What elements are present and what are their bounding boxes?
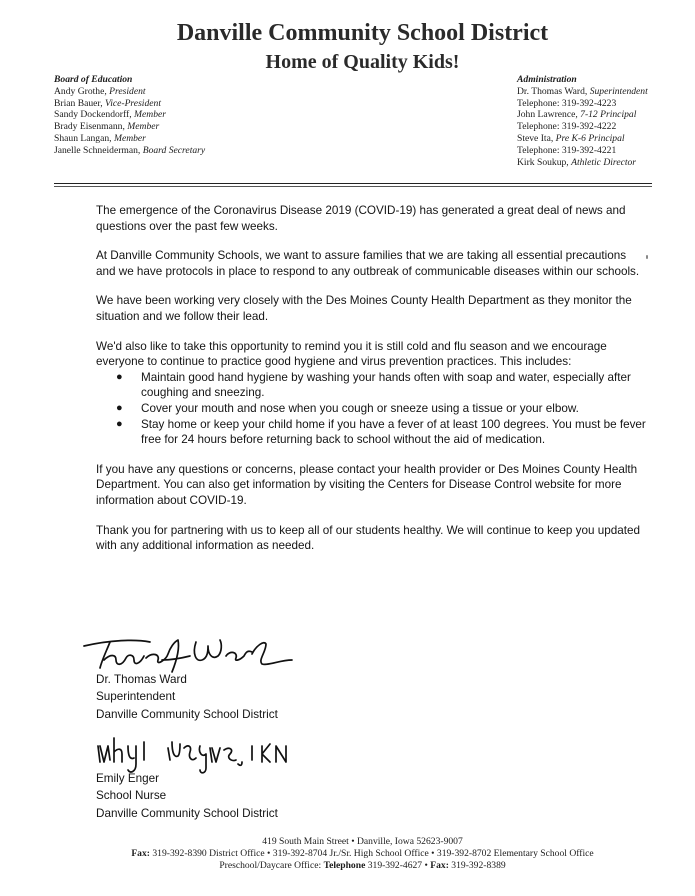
signature-block-nurse [96,770,278,822]
admin-line: Telephone: 319-392-4222 [517,121,617,133]
admin-line: Kirk Soukup, Athletic Director [517,156,637,168]
board-heading: Board of Education [54,74,133,85]
board-of-education [54,74,205,157]
administration [517,74,648,168]
signer-name: Dr. Thomas Ward [96,673,187,686]
footer-address: 419 South Main Street • Danville, Iowa 52623-9007 [262,836,463,847]
paragraph-hygiene: We'd also like to take this opportunity to remind you it is still cold and flu season and we encourage everyone to continue to practice good hygiene and virus prevention practices. This includes: [96,339,607,369]
board-member: Shaun Langan, Member [54,132,146,144]
signer-title: Superintendent [96,690,176,704]
bullet-icon: ● [116,417,123,430]
footer-preschool-line: Preschool/Daycare Office: Telephone 319-392-4627 • Fax: 319-392-8389 [219,860,506,871]
signature-block-superintendent [96,671,278,723]
footer-fax-line: Fax: 319-392-8390 District Office • 319-392-8704 Jr./Sr. High School Office • 319-392-8702 Elementary School Office [131,848,594,859]
letterhead-divider [54,183,652,184]
list-item: ● Cover your mouth and nose when you cough or sneeze using a tissue or your elbow. [116,401,579,415]
letter-body [96,203,646,568]
paragraph-intro: The emergence of the Coronavirus Disease 2019 (COVID-19) has generated a great deal of news and questions over the past few weeks. [96,204,626,233]
paragraph-assurance: At Danville Community Schools, we want to assure families that we are taking all essential precautions and we have protocols in place to respond to any outbreak of communicable diseases within our schools. [96,249,640,278]
hygiene-list [96,370,646,448]
admin-line: Steve Ita, Pre K-6 Principal [517,132,625,144]
paragraph-questions: If you have any questions or concerns, please contact your health provider or Des Moines County Health Department. You can also get information by visiting the Centers for Disease Control website for more information about COVID-19. [96,462,638,507]
paragraph-thanks: Thank you for partnering with us to keep all of our students healthy. We will continue to keep you updated with any additional information as needed. [96,523,641,553]
board-member: Brian Bauer, Vice-President [54,97,161,109]
board-member: Janelle Schneiderman, Board Secretary [54,144,206,156]
board-member: Andy Grothe, President [54,85,146,97]
admin-line: John Lawrence, 7-12 Principal [517,109,637,121]
district-slogan: Home of Quality Kids! [265,51,460,73]
signer-name: Emily Enger [96,772,160,785]
signer-organization: Danville Community School District [96,707,278,721]
bullet-icon: ● [116,401,123,414]
board-member: Sandy Dockendorff, Member [54,109,166,121]
paragraph-health-department: We have been working very closely with the Des Moines County Health Department as they monitor the situation and we follow their lead. [96,294,632,323]
admin-line: Dr. Thomas Ward, Superintendent [517,85,648,97]
signer-title: School Nurse [96,789,167,803]
superintendent-signature [80,630,295,675]
bullet-icon: ● [116,370,123,383]
letterhead-divider-thin [54,186,652,187]
list-item: ● Maintain good hand hygiene by washing your hands often with soap and water, especially after coughing and sneezing. [116,370,631,400]
list-item: ● Stay home or keep your child home if you have a fever of at least 100 degrees. You must be fever free for 24 hours before returning back to school without the aid of medication. [116,417,646,447]
signer-organization: Danville Community School District [96,806,278,820]
district-title: Danville Community School District [176,20,549,46]
admin-line: Telephone: 319-392-4221 [517,144,617,156]
admin-line: Telephone: 319-392-4223 [517,97,617,109]
administration-heading: Administration [517,74,577,85]
scan-speck [646,255,648,259]
board-member: Brady Eisenmann, Member [54,121,160,133]
